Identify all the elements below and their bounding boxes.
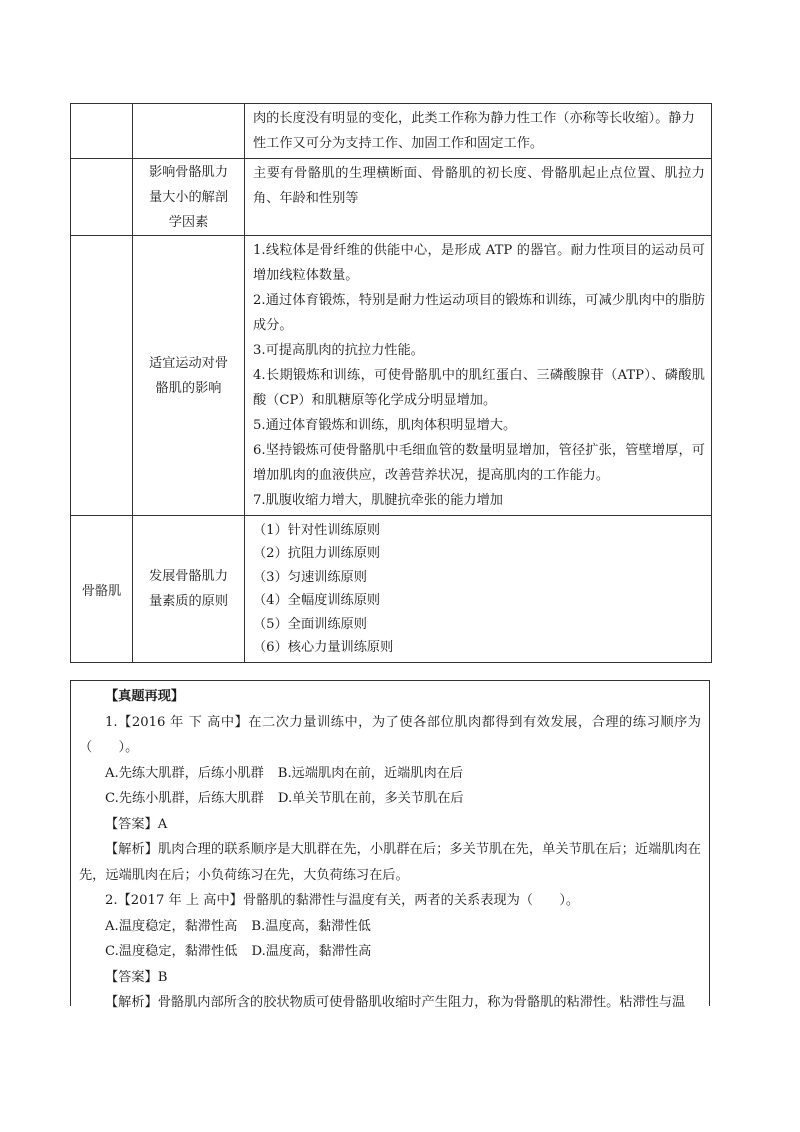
option-c: C.先练小肌群，后练大肌群 [105,791,264,806]
option-row [79,939,701,965]
list-item: （5）全面训练原则 [253,616,367,632]
exam-review-box [70,680,710,1010]
analysis: 【解析】肌肉合理的联系顺序是大肌群在先，小肌群在后；多关节肌在先，单关节肌在后；近端肌肉在先，远端肌肉在后；小负荷练习在先，大负荷练习在后。 [79,842,701,883]
analysis: 【解析】骨骼肌内部所含的胶状物质可使骨骼肌收缩时产生阻力，称为骨骼肌的粘滞性。粘滞性与温 [105,995,686,1010]
category-cell-empty [71,104,133,159]
option-row [79,914,701,940]
option-d: D.温度高，黏滞性高 [251,944,372,959]
content-cell-anatomy-factors [245,159,712,236]
row-label: 适宜运动对骨骼肌的影响 [148,355,229,396]
list-item: （2）抗阻力训练原则 [253,546,381,561]
list-item: 1.线粒体是骨纤维的供能中心，是形成 ATP 的器官。耐力性项目的运动员可增加线粒体数量。 [253,243,705,283]
option-a: A.先练大肌群，后练小肌群 [105,765,264,781]
label-cell-empty [133,104,245,159]
answer: 【答案】B [105,969,168,985]
option-c: C.温度稳定，黏滞性低 [105,944,238,959]
list-item: 2.通过体育锻炼，特别是耐力性运动项目的锻炼和训练，可减少肌肉中的脂肪成分。 [253,293,705,333]
label-cell-anatomy-factors [133,159,245,236]
list-item: 7.肌腹收缩力增大，肌腱抗牵张的能力增加 [253,493,503,508]
row-label: 发展骨骼肌力量素质的原则 [148,569,229,609]
row-label: 影响骨骼肌力量大小的解剖学因素 [148,164,229,230]
list-item: 6.坚持锻炼可使骨骼肌中毛细血管的数量明显增加，管径扩张，管壁增厚，可增加肌肉的血液供应，改善营养状况，提高肌肉的工作能力。 [253,443,705,483]
content-line: 肉的长度没有明显的变化，此类工作称为静力性工作（亦称等长收缩）。静力 [253,111,695,126]
option-row [79,761,701,787]
category-cell-empty [71,159,133,236]
option-row [79,786,701,812]
option-d: D.单关节肌在前，多关节肌在后 [277,791,464,806]
list-item: （4）全幅度训练原则 [253,593,381,608]
table-row-anatomy-factors [71,159,712,236]
content-cell-static-work [245,104,712,159]
list-item: （3）匀速训练原则 [253,569,367,585]
table-row-static-work [71,104,712,159]
label-cell-training-principles [133,516,245,663]
answer: 【答案】A [105,816,168,832]
category-cell-skeletal-muscle: 骨骼肌 [71,516,133,663]
content-line: 性工作又可分为支持工作、加固工作和固定工作。 [253,136,544,151]
table-row-exercise-effects [71,236,712,516]
list-item: 3.可提高肌肉的抗拉力性能。 [253,343,424,358]
label-cell-exercise-effects [133,236,245,516]
category-cell-empty [71,236,133,516]
list-item: （1）针对性训练原则 [253,522,381,538]
option-b: B.温度高，黏滞性低 [251,918,371,934]
content-cell-exercise-effects [245,236,712,516]
list-item: 5.通过体育锻炼和训练，肌肉体积明显增大。 [253,418,517,433]
option-b: B.远端肌肉在前，近端肌肉在后 [277,765,464,781]
exam-heading: 【真题再现】 [105,689,185,704]
content-text: 主要有骨骼肌的生理横断面、骨骼肌的初长度、骨骼肌起止点位置、肌拉力角、年龄和性别等 [253,166,705,206]
knowledge-table [70,103,712,663]
list-item: （6）核心力量训练原则 [253,640,394,655]
content-cell-training-principles [245,516,712,663]
table-row-training-principles [71,516,712,663]
question-stem: 2.【2017 年 上 高中】骨骼肌的黏滞性与温度有关，两者的关系表现为（ ）。 [105,893,580,908]
question-stem: 1.【2016 年 下 高中】在二次力量训练中，为了使各部位肌肉都得到有效发展，合理的练习顺序为（ ）。 [79,714,701,755]
option-a: A.温度稳定，黏滞性高 [105,918,238,934]
list-item: 4.长期锻炼和训练，可使骨骼肌中的肌红蛋白、三磷酸腺苷（ATP）、磷酸肌酸（CP）和肌糖原等化学成分明显增加。 [253,368,705,408]
